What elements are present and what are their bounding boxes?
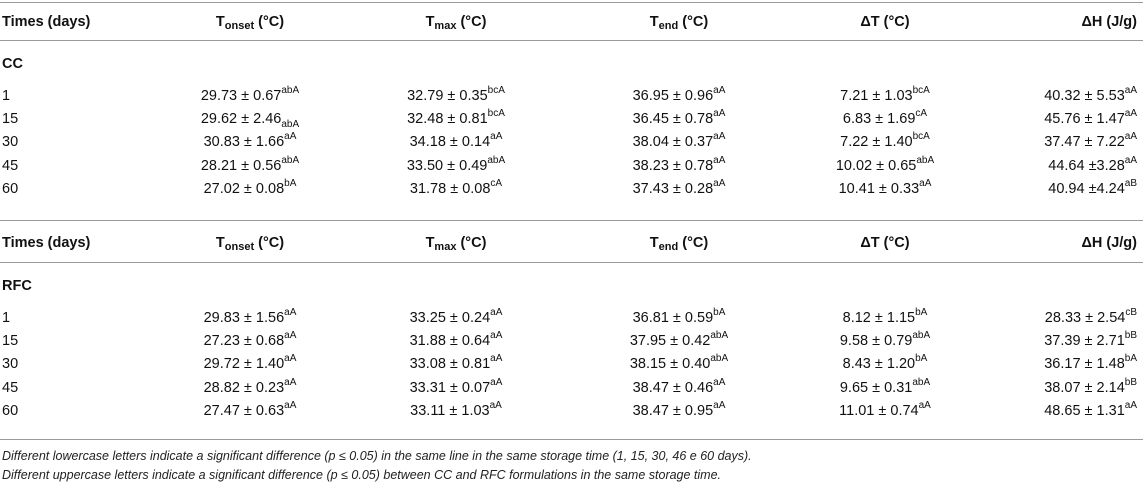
cell-significance-letters: bA: [915, 353, 928, 365]
cell-value: [346, 353, 566, 375]
cell-time: 60: [2, 403, 19, 419]
cell-value: [775, 108, 995, 130]
section-divider: [0, 220, 1143, 221]
cell-mean-sd: 27.02 ± 0.08: [203, 181, 285, 197]
cell-significance-letters: aA: [713, 131, 726, 143]
table-row: [0, 400, 1143, 422]
cell-significance-letters: aA: [1124, 85, 1137, 97]
cell-value: [346, 400, 566, 422]
header-delta-h: ΔH (J/g): [1081, 14, 1137, 30]
cell-significance-letters: aB: [1124, 178, 1137, 190]
cell-value: [346, 377, 566, 399]
cell-mean-sd: 8.12 ± 1.15: [842, 310, 916, 326]
cell-time: 60: [2, 181, 19, 197]
cell-value: [1044, 377, 1137, 399]
cell-value: [1044, 85, 1137, 107]
cell-significance-letters: abA: [916, 155, 935, 167]
cell-significance-letters: aA: [713, 85, 726, 97]
cell-mean-sd: 36.17 ± 1.48: [1044, 356, 1125, 372]
cell-value: [346, 155, 566, 177]
cell-time: 15: [2, 333, 19, 349]
cell-significance-letters: aA: [284, 377, 297, 389]
cell-time: 15: [2, 111, 19, 127]
cell-significance-letters: bB: [1124, 330, 1137, 342]
cell-mean-sd: 30.83 ± 1.66: [203, 134, 285, 150]
cell-significance-letters: abA: [912, 377, 931, 389]
cell-significance-letters: aA: [1124, 155, 1137, 167]
header-tonset: $T_{onset}$ (°C): [215, 235, 285, 253]
cell-value: [564, 178, 794, 200]
cell-value: [1048, 178, 1137, 200]
cell-significance-letters: bcA: [487, 108, 505, 120]
cell-mean-sd: 33.25 ± 0.24: [409, 310, 491, 326]
cell-significance-letters: aA: [490, 377, 503, 389]
cell-time: 30: [2, 134, 19, 150]
cell-significance-letters: aA: [489, 400, 502, 412]
cell-mean-sd: 7.22 ± 1.40: [840, 134, 913, 150]
cell-significance-letters: aA: [918, 400, 931, 412]
cell-mean-sd: 33.50 ± 0.49: [406, 158, 488, 174]
cell-time: 45: [2, 158, 19, 174]
cell-mean-sd: 10.41 ± 0.33: [838, 181, 920, 197]
cell-mean-sd: 31.78 ± 0.08: [409, 181, 491, 197]
cell-mean-sd: 37.95 ± 0.42: [629, 333, 711, 349]
cell-mean-sd: 37.39 ± 2.71: [1044, 333, 1125, 349]
cell-mean-sd: 28.21 ± 0.56: [200, 158, 282, 174]
header-tmax: $T_{max}$ (°C): [425, 235, 487, 253]
cell-significance-letters: aA: [713, 155, 726, 167]
header-delta-h: ΔH (J/g): [1081, 235, 1137, 251]
cell-mean-sd: 44.64 ±3.28: [1048, 158, 1125, 174]
cell-time: 1: [2, 88, 11, 104]
cell-value: [140, 400, 360, 422]
header-rule-2: [0, 262, 1143, 263]
cell-significance-letters: abA: [281, 85, 300, 97]
cell-value: [346, 85, 566, 107]
cell-significance-letters: bcA: [912, 131, 930, 143]
cell-value: [140, 155, 360, 177]
cell-mean-sd: 36.95 ± 0.96: [632, 88, 714, 104]
cell-significance-letters: aA: [490, 330, 503, 342]
cell-mean-sd: 8.43 ± 1.20: [842, 356, 916, 372]
cell-value: [564, 155, 794, 177]
cell-significance-letters: aA: [284, 400, 297, 412]
cell-value: [140, 85, 360, 107]
cell-mean-sd: 27.23 ± 0.68: [203, 333, 285, 349]
header-row-1: [0, 11, 1143, 33]
cell-significance-letters: abA: [281, 118, 300, 130]
header-rule-1: [0, 40, 1143, 41]
cell-significance-letters: aA: [713, 108, 726, 120]
cell-value: [775, 377, 995, 399]
table-row: [0, 155, 1143, 177]
cell-mean-sd: 32.79 ± 0.35: [407, 88, 488, 104]
cell-significance-letters: bcA: [487, 85, 505, 97]
cell-time: 30: [2, 356, 19, 372]
cell-time: 1: [2, 310, 11, 326]
table-row: [0, 131, 1143, 153]
cell-mean-sd: 38.47 ± 0.46: [632, 380, 714, 396]
cell-mean-sd: 33.11 ± 1.03: [410, 403, 490, 419]
cell-significance-letters: aA: [1124, 131, 1137, 143]
cell-significance-letters: abA: [912, 330, 931, 342]
header-times: Times (days): [2, 14, 91, 30]
cell-mean-sd: 29.62 ± 2.46: [200, 111, 282, 127]
cell-value: [140, 377, 360, 399]
table-row: [0, 178, 1143, 200]
cell-mean-sd: 45.76 ± 1.47: [1044, 111, 1125, 127]
cell-value: [346, 131, 566, 153]
table-row: [0, 377, 1143, 399]
cell-value: [564, 85, 794, 107]
cell-mean-sd: 28.82 ± 0.23: [203, 380, 285, 396]
cell-value: [775, 400, 995, 422]
cell-mean-sd: 7.21 ± 1.03: [840, 88, 913, 104]
cell-significance-letters: bA: [284, 178, 297, 190]
cell-significance-letters: bcA: [912, 85, 930, 97]
cell-value: [775, 330, 995, 352]
cell-significance-letters: cA: [490, 178, 503, 190]
table-bottom-rule: [0, 439, 1143, 440]
cell-value: [140, 108, 360, 130]
cell-mean-sd: 38.47 ± 0.95: [632, 403, 714, 419]
table-row: [0, 330, 1143, 352]
cell-mean-sd: 11.01 ± 0.74: [839, 403, 919, 419]
header-row-2: [0, 232, 1143, 254]
group-label-rfc: RFC: [2, 278, 32, 294]
cell-significance-letters: aA: [284, 307, 297, 319]
cell-value: [1045, 307, 1137, 329]
cell-value: [775, 85, 995, 107]
header-tend: $T_{end}$ (°C): [649, 14, 709, 32]
cell-value: [140, 353, 360, 375]
cell-value: [346, 178, 566, 200]
cell-value: [564, 131, 794, 153]
header-tend: $T_{end}$ (°C): [649, 235, 709, 253]
cell-significance-letters: abA: [710, 353, 729, 365]
cell-value: [1044, 400, 1137, 422]
cell-mean-sd: 32.48 ± 0.81: [407, 111, 488, 127]
cell-mean-sd: 38.15 ± 0.40: [629, 356, 711, 372]
cell-value: [1044, 131, 1137, 153]
cell-mean-sd: 29.83 ± 1.56: [203, 310, 285, 326]
cell-mean-sd: 37.43 ± 0.28: [632, 181, 714, 197]
cell-significance-letters: aA: [919, 178, 932, 190]
cell-significance-letters: abA: [710, 330, 729, 342]
cell-significance-letters: bB: [1124, 377, 1137, 389]
cell-significance-letters: aA: [490, 353, 503, 365]
cell-mean-sd: 48.65 ± 1.31: [1044, 403, 1125, 419]
cell-value: [346, 307, 566, 329]
table-row: [0, 85, 1143, 107]
cell-mean-sd: 29.73 ± 0.67: [200, 88, 282, 104]
cell-value: [564, 330, 794, 352]
header-tmax: $T_{max}$ (°C): [425, 14, 487, 32]
cell-value: [564, 353, 794, 375]
cell-mean-sd: 38.04 ± 0.37: [632, 134, 714, 150]
cell-mean-sd: 29.72 ± 1.40: [203, 356, 285, 372]
table-row: [0, 353, 1143, 375]
group-label-cc: CC: [2, 56, 23, 72]
cell-time: 45: [2, 380, 19, 396]
cell-value: [346, 108, 566, 130]
header-times: Times (days): [2, 235, 91, 251]
cell-value: [1048, 155, 1137, 177]
footnote-lowercase: Different lowercase letters indicate a significant difference (p ≤ 0.05) in the same line in the same storage time (1, 15, 30, 46 e 60 days).: [2, 449, 752, 463]
cell-value: [140, 330, 360, 352]
cell-value: [140, 307, 360, 329]
cell-mean-sd: 38.23 ± 0.78: [632, 158, 714, 174]
cell-value: [1044, 108, 1137, 130]
cell-mean-sd: 31.88 ± 0.64: [409, 333, 491, 349]
cell-value: [1044, 353, 1137, 375]
cell-significance-letters: aA: [284, 353, 297, 365]
cell-significance-letters: aA: [1124, 400, 1137, 412]
cell-significance-letters: aA: [713, 377, 726, 389]
cell-mean-sd: 36.81 ± 0.59: [632, 310, 714, 326]
cell-value: [1044, 330, 1137, 352]
cell-mean-sd: 33.08 ± 0.81: [409, 356, 491, 372]
cell-mean-sd: 28.33 ± 2.54: [1044, 310, 1126, 326]
cell-significance-letters: bA: [713, 307, 726, 319]
cell-value: [564, 400, 794, 422]
cell-mean-sd: 40.32 ± 5.53: [1044, 88, 1125, 104]
cell-significance-letters: bA: [915, 307, 928, 319]
cell-significance-letters: aA: [713, 178, 726, 190]
cell-mean-sd: 34.18 ± 0.14: [409, 134, 491, 150]
cell-significance-letters: abA: [281, 155, 300, 167]
cell-significance-letters: cA: [915, 108, 928, 120]
cell-significance-letters: aA: [490, 131, 503, 143]
cell-significance-letters: aA: [490, 307, 503, 319]
cell-value: [564, 108, 794, 130]
cell-significance-letters: aA: [284, 330, 297, 342]
cell-mean-sd: 27.47 ± 0.63: [203, 403, 285, 419]
cell-value: [775, 131, 995, 153]
table-top-rule: [0, 2, 1143, 3]
cell-mean-sd: 10.02 ± 0.65: [835, 158, 917, 174]
cell-mean-sd: 40.94 ±4.24: [1048, 181, 1125, 197]
cell-mean-sd: 9.58 ± 0.79: [839, 333, 913, 349]
header-delta-t: ΔT (°C): [860, 235, 910, 251]
cell-significance-letters: abA: [487, 155, 506, 167]
cell-mean-sd: 9.65 ± 0.31: [839, 380, 913, 396]
cell-value: [775, 155, 995, 177]
cell-value: [564, 307, 794, 329]
cell-value: [564, 377, 794, 399]
cell-significance-letters: cB: [1125, 307, 1137, 319]
footnote-uppercase: Different uppercase letters indicate a significant difference (p ≤ 0.05) between CC and RFC formulations in the same storage time.: [2, 468, 722, 482]
cell-value: [775, 353, 995, 375]
cell-value: [346, 330, 566, 352]
cell-significance-letters: bA: [1124, 353, 1137, 365]
cell-value: [140, 131, 360, 153]
cell-value: [775, 307, 995, 329]
cell-value: [140, 178, 360, 200]
table-row: [0, 108, 1143, 130]
cell-significance-letters: aA: [284, 131, 297, 143]
header-tonset: $T_{onset}$ (°C): [215, 14, 285, 32]
cell-mean-sd: 36.45 ± 0.78: [632, 111, 714, 127]
cell-mean-sd: 6.83 ± 1.69: [842, 111, 916, 127]
cell-significance-letters: aA: [1124, 108, 1137, 120]
cell-value: [775, 178, 995, 200]
cell-mean-sd: 37.47 ± 7.22: [1044, 134, 1125, 150]
cell-significance-letters: aA: [713, 400, 726, 412]
table-row: [0, 307, 1143, 329]
header-delta-t: ΔT (°C): [860, 14, 910, 30]
cell-mean-sd: 38.07 ± 2.14: [1044, 380, 1125, 396]
cell-mean-sd: 33.31 ± 0.07: [409, 380, 491, 396]
